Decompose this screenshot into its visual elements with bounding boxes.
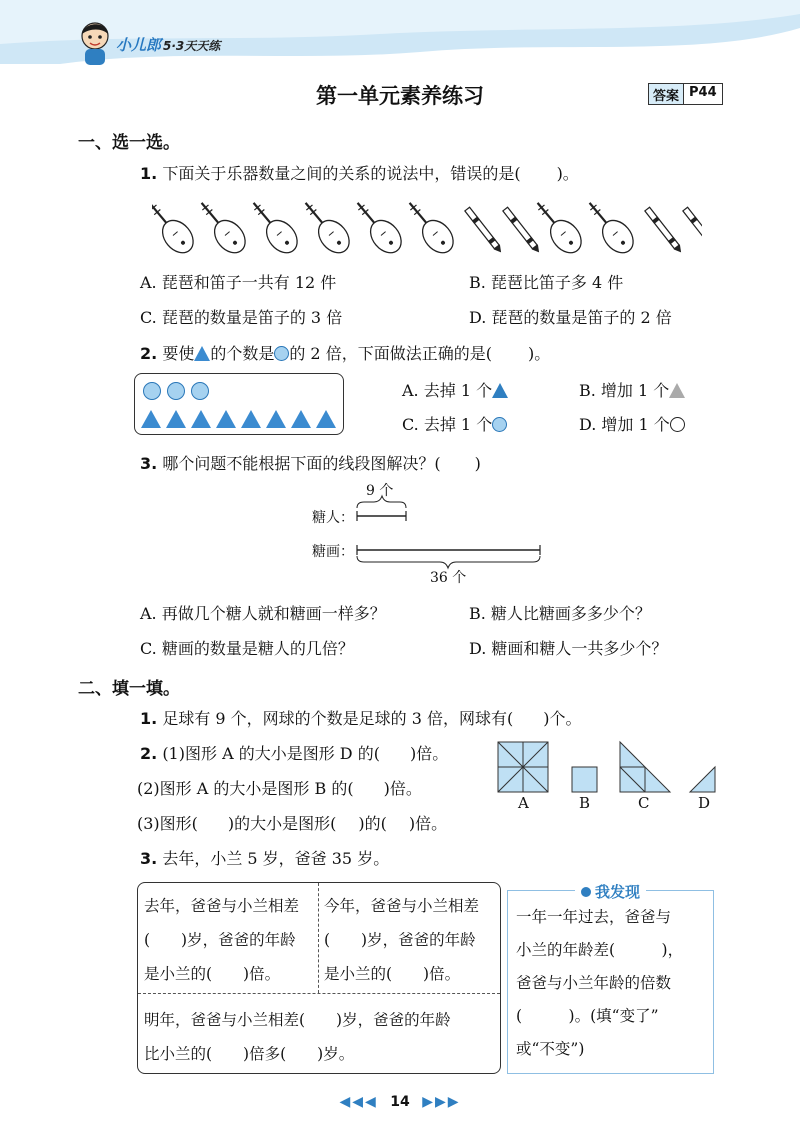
shape-label-c: C <box>638 794 650 812</box>
s2-q2-l2a: (2)图形 A 的大小是图形 B 的( <box>137 779 354 798</box>
box2-line1: 今年，爸爸与小兰相差 <box>324 897 480 915</box>
pipa-icon <box>400 195 460 258</box>
circle-icon <box>191 382 209 400</box>
section2-heading: 二、填一填。 <box>78 679 180 699</box>
box1-line2[interactable]: ( )岁，爸爸的年龄 <box>144 931 296 949</box>
shapes-box <box>134 373 344 435</box>
s2-q2-l3b: )的大小是图形( <box>227 814 337 833</box>
s2-q2-line3 <box>137 811 447 834</box>
answer-page: P44 <box>683 84 722 104</box>
q2-option-d[interactable] <box>579 412 685 435</box>
q2-option-a[interactable] <box>402 378 508 401</box>
circles-row <box>143 380 209 398</box>
triangle-icon <box>216 410 236 428</box>
s2-q3-number: 3. <box>140 849 158 868</box>
instrument-row <box>152 192 702 258</box>
flute-icon <box>502 207 542 255</box>
q1-number: 1. <box>140 164 158 183</box>
q3-text: 哪个问题不能根据下面的线段图解决？( <box>162 454 441 473</box>
prev-arrows-icon: ◀◀◀ <box>339 1094 378 1110</box>
q1-option-d[interactable]: D. 琵琶的数量是笛子的 2 倍 <box>469 308 672 327</box>
q2-text-b: 的个数是 <box>210 344 275 363</box>
triangle-icon <box>241 410 261 428</box>
triangle-icon <box>191 410 211 428</box>
q2-text-a: 要使 <box>162 344 195 363</box>
q1-text-end: )。 <box>556 164 579 183</box>
table-hdivider <box>138 993 500 994</box>
shape-label-a: A <box>518 794 529 812</box>
q2-option-c-text: C. 去掉 1 个 <box>402 415 493 434</box>
q3-stem <box>140 451 481 474</box>
box-this-year <box>324 889 479 991</box>
s2-q2-l1a: (1)图形 A 的大小是图形 D 的( <box>162 744 380 763</box>
triangle-outline-icon <box>669 383 685 398</box>
triangle-icon <box>316 410 336 428</box>
s2-q2-l3c: )的( <box>358 814 387 833</box>
q2-stem <box>140 341 550 364</box>
q3-text-end: ) <box>474 454 481 473</box>
top-value: 9 个 <box>366 483 394 499</box>
q1-text: 下面关于乐器数量之间的关系的说法中，错误的是( <box>162 164 521 183</box>
q2-text-end: )。 <box>527 344 551 363</box>
circle-icon <box>143 382 161 400</box>
pipa-icon <box>244 195 304 258</box>
discover-line2[interactable]: 小兰的年龄差( )， <box>516 941 684 959</box>
s2-q2-line1 <box>140 741 448 764</box>
q2-option-d-text: D. 增加 1 个 <box>579 415 670 434</box>
q2-option-c[interactable] <box>402 412 507 435</box>
shape-label-b: B <box>579 794 591 812</box>
box2-line3[interactable]: 是小兰的( )倍。 <box>324 965 461 983</box>
pipa-icon <box>192 195 252 258</box>
discover-text <box>516 901 683 1066</box>
discover-line5: 或“不变”) <box>516 1040 585 1058</box>
discover-title-text: 我发现 <box>594 883 640 901</box>
s2-q2-l3d: )倍。 <box>408 814 448 833</box>
q2-option-a-text: A. 去掉 1 个 <box>402 381 493 400</box>
q2-text-c: 的 2 倍，下面做法正确的是( <box>289 344 492 363</box>
box1-line1: 去年，爸爸与小兰相差 <box>144 897 300 915</box>
q3-option-d[interactable]: D. 糖画和糖人一共多少个？ <box>469 639 668 658</box>
q2-number: 2. <box>140 344 158 363</box>
shape-label-d: D <box>698 794 711 812</box>
discover-line4[interactable]: ( )。(填“变了” <box>516 1007 659 1025</box>
table-vdivider <box>318 883 319 993</box>
triangle-icon <box>194 346 210 361</box>
answer-label: 答案 <box>649 84 683 104</box>
s2-q1 <box>140 706 582 729</box>
s2-q2-l1b: )倍。 <box>409 744 449 763</box>
shapes-figure <box>496 740 726 796</box>
box-last-year <box>144 889 299 991</box>
instruments-illustration <box>152 192 702 258</box>
age-table <box>137 882 501 1074</box>
bottom-value: 36 个 <box>430 570 467 586</box>
q3-option-c[interactable]: C. 糖画的数量是糖人的几倍？ <box>140 639 354 658</box>
flute-icon <box>682 207 702 255</box>
q2-option-b-text: B. 增加 1 个 <box>579 381 670 400</box>
s2-q2-line2 <box>137 776 422 799</box>
row1-label: 糖人： <box>312 510 354 526</box>
figure-shapes <box>496 740 726 816</box>
box-next-year <box>144 1003 451 1071</box>
circle-icon <box>274 346 289 361</box>
box1-line3[interactable]: 是小兰的( )倍。 <box>144 965 281 983</box>
brand-label <box>116 34 220 55</box>
q1-option-c[interactable]: C. 琵琶的数量是笛子的 3 倍 <box>140 308 343 327</box>
q3-option-b[interactable]: B. 糖人比糖画多多少个？ <box>469 604 651 623</box>
flute-icon <box>464 207 504 255</box>
pipa-icon <box>152 195 199 258</box>
s2-q1-text-end: )个。 <box>543 709 582 728</box>
s2-q1-text: 足球有 9 个，网球的个数是足球的 3 倍，网球有( <box>162 709 514 728</box>
mascot-icon <box>78 20 112 66</box>
circle-icon <box>492 417 507 432</box>
q1-stem <box>140 161 579 184</box>
triangle-icon <box>266 410 286 428</box>
series-name: 5·3天天练 <box>163 39 221 53</box>
flute-icon <box>644 207 684 255</box>
discover-line3: 爸爸与小兰年龄的倍数 <box>516 974 672 992</box>
q1-option-b[interactable]: B. 琵琶比笛子多 4 件 <box>469 273 624 292</box>
circle-outline-icon <box>670 417 685 432</box>
page-number: 14 <box>390 1094 410 1110</box>
pipa-icon <box>580 195 640 258</box>
s2-q2-l3a: (3)图形( <box>137 814 198 833</box>
pipa-icon <box>296 195 356 258</box>
brand-name: 小儿郎 <box>116 36 162 54</box>
s2-q2-number: 2. <box>140 744 158 763</box>
answer-tag <box>648 83 723 105</box>
page-footer <box>0 1094 800 1110</box>
s2-q3-stem <box>140 846 389 869</box>
s2-q3-text: 去年，小兰 5 岁，爸爸 35 岁。 <box>162 849 390 868</box>
box3-line2[interactable]: 比小兰的( )倍多( )岁。 <box>144 1045 355 1063</box>
discover-box <box>507 883 714 1074</box>
triangle-icon <box>141 410 161 428</box>
line-segment-diagram <box>300 484 560 584</box>
bulb-icon <box>581 887 591 897</box>
page-title: 第一单元素养练习 <box>316 84 484 108</box>
triangle-icon <box>291 410 311 428</box>
row2-label: 糖画： <box>312 544 354 560</box>
discover-title <box>508 881 713 902</box>
q3-option-a[interactable]: A. 再做几个糖人就和糖画一样多？ <box>140 604 386 623</box>
q1-option-a[interactable]: A. 琵琶和笛子一共有 12 件 <box>140 273 337 292</box>
pipa-icon <box>348 195 408 258</box>
triangle-outline-icon <box>492 383 508 398</box>
s2-q1-number: 1. <box>140 709 158 728</box>
box2-line2[interactable]: ( )岁，爸爸的年龄 <box>324 931 476 949</box>
q3-number: 3. <box>140 454 158 473</box>
q2-option-b[interactable] <box>579 378 685 401</box>
discover-line1: 一年一年过去，爸爸与 <box>516 908 672 926</box>
next-arrows-icon: ▶▶▶ <box>422 1094 461 1110</box>
section1-heading: 一、选一选。 <box>78 133 180 153</box>
circle-icon <box>167 382 185 400</box>
triangles-row <box>141 408 336 426</box>
triangle-icon <box>166 410 186 428</box>
s2-q2-l2b: )倍。 <box>383 779 422 798</box>
box3-line1[interactable]: 明年，爸爸与小兰相差( )岁，爸爸的年龄 <box>144 1011 451 1029</box>
